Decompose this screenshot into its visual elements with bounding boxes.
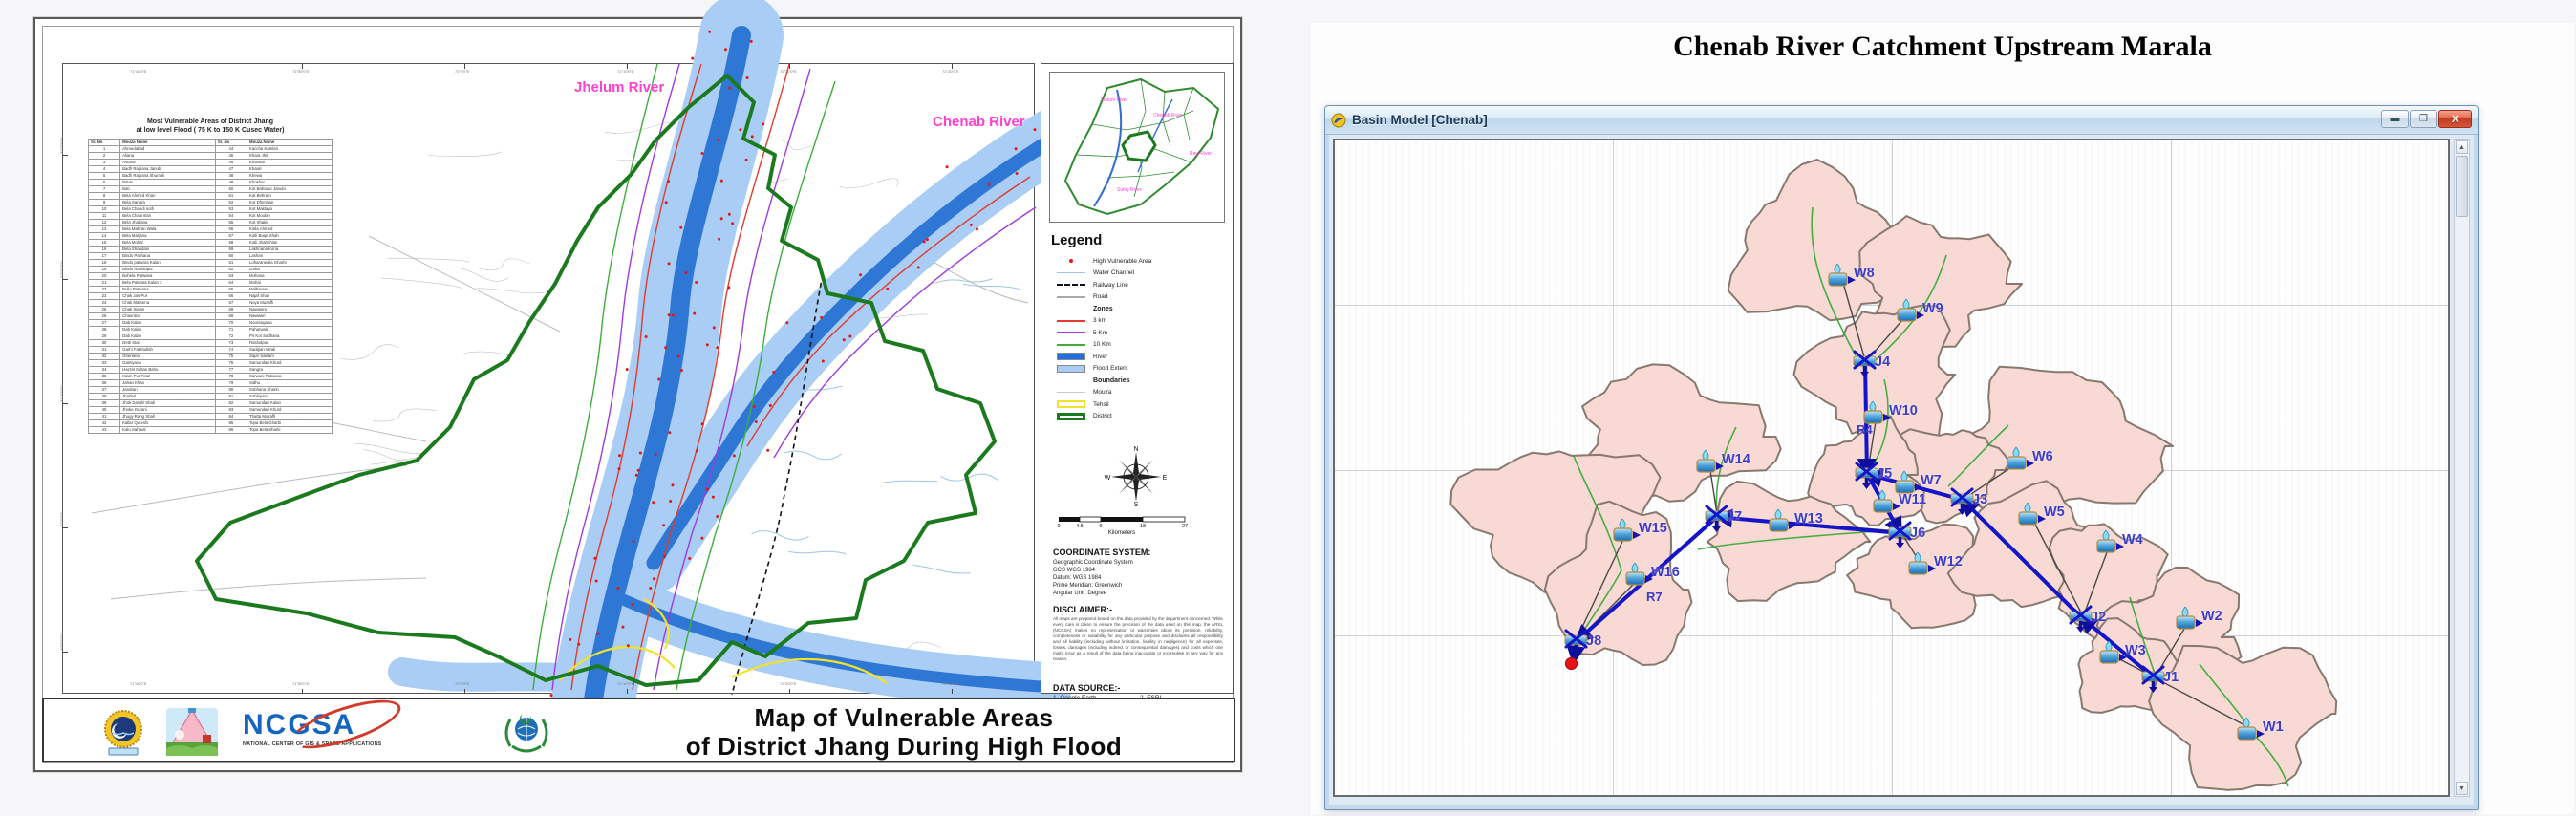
legend-swatch-line-red bbox=[1057, 320, 1085, 322]
table-row: 19 Bindo Rashidpur 62 Lurka bbox=[89, 266, 333, 272]
table-row: 30 Detti Stai 73 Rashidpur bbox=[89, 339, 333, 346]
table-row: 2 Aliana 45 Khara Jhil bbox=[89, 152, 333, 159]
table-row: 23 Chak Jan Pur 66 Najaf Shah bbox=[89, 292, 333, 299]
table-row: 7 Bati 50 Kot Bahadur Janubi bbox=[89, 185, 333, 192]
coordinate-system-block bbox=[1053, 548, 1223, 597]
outlet-marker[interactable] bbox=[1565, 657, 1578, 670]
table-header: Mouza Name bbox=[247, 139, 332, 145]
legend-item bbox=[1055, 387, 1227, 399]
table-row: 12 Bela Jhabana 55 Kot Shakir bbox=[89, 219, 333, 225]
disclaimer-block bbox=[1053, 605, 1223, 662]
svg-text:Ravi River: Ravi River bbox=[1190, 151, 1213, 157]
coordinate-system-line: Datum: WGS 1984 bbox=[1053, 575, 1102, 582]
subbasin-w13[interactable] bbox=[1769, 508, 1823, 537]
table-header: Sr. No bbox=[89, 139, 120, 145]
flood-map-sheet bbox=[33, 17, 1242, 772]
subbasin-w15[interactable] bbox=[1613, 518, 1667, 547]
coordinate-system-line: Geographic Coordinate System bbox=[1053, 560, 1133, 566]
junction-j1[interactable] bbox=[2140, 664, 2179, 693]
subbasin-w2[interactable] bbox=[2176, 606, 2222, 634]
node-label: W9 bbox=[1922, 301, 1943, 316]
legend-label: 10 Km bbox=[1093, 341, 1111, 349]
node-label: W8 bbox=[1854, 266, 1875, 281]
chenab-river-label: Chenab River bbox=[933, 114, 1025, 130]
subbasin-w3[interactable] bbox=[2099, 640, 2146, 669]
svg-text:N: N bbox=[1133, 446, 1139, 453]
table-row: 18 Bindo patwara Kalan 61 Loharanwala Gharbi bbox=[89, 259, 333, 266]
data-source-heading: DATA SOURCE:- bbox=[1053, 683, 1121, 693]
agriculture-department-logo bbox=[164, 706, 220, 758]
reach-label-r7[interactable]: R7 bbox=[1646, 590, 1663, 604]
table-row: 3 Astana 46 Khanuar bbox=[89, 159, 333, 165]
node-label: W10 bbox=[1889, 403, 1918, 419]
table-row: 1 Ahmedabad 44 Kaccha Kamlan bbox=[89, 145, 333, 152]
legend-label: District bbox=[1093, 413, 1112, 420]
legend-title: Legend bbox=[1051, 232, 1103, 248]
legend-swatch-fill-lightblue bbox=[1057, 365, 1085, 373]
close-button[interactable]: X bbox=[2438, 110, 2472, 128]
basin-panel bbox=[1311, 23, 2574, 814]
table-row: 8 Bela Ahmed Khan 51 Kot Behram bbox=[89, 192, 333, 199]
legend-label: River bbox=[1093, 353, 1108, 360]
basin-map-canvas[interactable] bbox=[1333, 139, 2450, 797]
svg-text:4.5: 4.5 bbox=[1076, 524, 1084, 529]
node-label: J7 bbox=[1727, 509, 1743, 525]
main-map-frame: Jhelum River Chenab River 71°40′0″E 71°40′0″E 71°50′0″E 71°50′0″E 72°0′0″E 72°0′0″E 72°10′0″E 72°10′0″E 72°20′0″E 72°20′0″E 72°30′0″E 72°30′0″E 31°30′0″N 31°20′0″N 31°10′0″N 31°0′0″N 30°50′0″N bbox=[62, 63, 1035, 694]
svg-text:18: 18 bbox=[1139, 524, 1147, 529]
node-label: W2 bbox=[2201, 609, 2222, 624]
table-row: 5 Badh Rajbana Shumali 48 Khewa bbox=[89, 172, 333, 179]
legend-item bbox=[1055, 291, 1227, 304]
table-row: 36 Jahan Khan 79 Sidhu bbox=[89, 379, 333, 386]
node-label: W15 bbox=[1639, 521, 1667, 536]
window-title: Basin Model [Chenab] bbox=[1352, 113, 1488, 127]
legend-label: Flood Extent bbox=[1093, 365, 1128, 373]
map-main-title: Map of Vulnerable Areas of District Jhang During High Flood bbox=[685, 703, 1123, 762]
svg-text:E: E bbox=[1162, 475, 1168, 482]
subbasin-w6[interactable] bbox=[2007, 446, 2053, 475]
subbasin-w5[interactable] bbox=[2018, 502, 2065, 530]
legend-label: Zones bbox=[1093, 305, 1113, 312]
window-titlebar[interactable] bbox=[1325, 106, 2478, 135]
legend-swatch-line-green bbox=[1057, 344, 1085, 346]
legend-item bbox=[1055, 339, 1227, 352]
table-row: 29 Dab Kalan 72 Pir Kot Sadhana bbox=[89, 333, 333, 339]
legend-item bbox=[1055, 375, 1227, 387]
table-row: 43 Kalu Sahmal 86 Topa Bela Sharki bbox=[89, 426, 333, 433]
table-row: 10 Bela Chandi noth 53 Kot Maldaya bbox=[89, 205, 333, 212]
subbasin-w12[interactable] bbox=[1908, 551, 1963, 580]
table-row: 16 Bela Shahdani 59 Lakhnana Kona bbox=[89, 246, 333, 252]
table-row: 37 Jandran 80 Sobhana Sharki bbox=[89, 386, 333, 393]
svg-text:Sutlej River: Sutlej River bbox=[1117, 187, 1142, 193]
svg-text:S: S bbox=[1133, 502, 1139, 508]
subbasin-w9[interactable] bbox=[1897, 298, 1943, 327]
node-label: J5 bbox=[1877, 466, 1893, 482]
svg-text:27: 27 bbox=[1181, 524, 1189, 529]
subbasin-w4[interactable] bbox=[2096, 529, 2143, 558]
legend-label: Mouza bbox=[1093, 389, 1112, 397]
node-label: J2 bbox=[2091, 610, 2107, 625]
legend-swatch-line-lightblue bbox=[1057, 272, 1085, 273]
node-label: J8 bbox=[1586, 633, 1602, 649]
table-header: Sr. No bbox=[215, 139, 247, 145]
table-row: 33 Gantiyana 76 Samundari Khurd bbox=[89, 359, 333, 366]
legend-item bbox=[1055, 327, 1227, 339]
table-header: Mouza Name bbox=[120, 139, 216, 145]
junction-j5[interactable] bbox=[1854, 461, 1893, 489]
table-row: 20 Bohela Patwana 63 Mohana bbox=[89, 272, 333, 279]
minimize-button[interactable]: ▬ bbox=[2381, 110, 2409, 128]
table-row: 38 Jhabbil 81 Sobhiyana bbox=[89, 393, 333, 399]
table-row: 31 Garhi Fatahullah 74 Sadqian Mirali bbox=[89, 346, 333, 353]
subbasin-w8[interactable] bbox=[1828, 263, 1875, 291]
vertical-scrollbar[interactable] bbox=[2454, 139, 2470, 797]
table-row: 4 Badh Rajbana Janubi 47 Kharal bbox=[89, 165, 333, 172]
legend-swatch-line-purple bbox=[1057, 332, 1085, 333]
legend-label: 5 Km bbox=[1093, 329, 1108, 336]
subbasin-w1[interactable] bbox=[2237, 717, 2284, 745]
node-label: W14 bbox=[1722, 452, 1750, 467]
node-label: W13 bbox=[1794, 511, 1823, 526]
map-footer-band bbox=[42, 698, 1235, 762]
legend-swatch-line-lightgray bbox=[1057, 392, 1085, 393]
table-row: 14 Bela Marjana 57 Kotli Baqir Shah bbox=[89, 232, 333, 239]
restore-button[interactable]: ❐ bbox=[2410, 110, 2437, 128]
table-row: 35 Islam Pur Firaz 78 Sarwani Patwana bbox=[89, 373, 333, 379]
reach-label-r4[interactable]: R4 bbox=[1857, 422, 1873, 437]
table-row: 41 Jhugy Rang Shah 84 Thatta Muzaffi bbox=[89, 413, 333, 419]
ncgsa-wordmark: NCGSA bbox=[243, 709, 356, 741]
table-row: 32 Gheriana 75 Sajar Salaam bbox=[89, 353, 333, 359]
node-label: W12 bbox=[1934, 554, 1963, 569]
table-row: 11 Bela Chauntran 54 Kot Moulan bbox=[89, 212, 333, 219]
legend-item bbox=[1055, 411, 1227, 423]
table-row: 13 Bela Mahran Wala 56 Kotla Ahmed bbox=[89, 225, 333, 232]
table-row: 26 Chauntra 69 Nawwari bbox=[89, 312, 333, 319]
basin-model-window bbox=[1324, 105, 2479, 810]
legend-item bbox=[1055, 398, 1227, 411]
legend-item bbox=[1055, 303, 1227, 315]
table-row: 24 Chak Mathena 67 Noya Muzaffi bbox=[89, 299, 333, 306]
legend-label: Road bbox=[1093, 293, 1108, 301]
table-row: 15 Bela Mohal 58 Kotli Jhabehlan bbox=[89, 239, 333, 246]
scroll-up-arrow[interactable]: ▲ bbox=[2456, 140, 2468, 154]
jhelum-river-label: Jhelum River bbox=[574, 79, 665, 96]
table-row: 34 Hazrat Sultan Bahu 77 Sangra bbox=[89, 366, 333, 373]
window-controls bbox=[2380, 110, 2472, 128]
node-label: W16 bbox=[1651, 565, 1680, 580]
legend-swatch-fill-blue bbox=[1057, 353, 1085, 360]
legend-label: 3 km bbox=[1093, 317, 1107, 325]
legend-label: Tehsil bbox=[1093, 400, 1109, 408]
svg-text:Jhelum River: Jhelum River bbox=[1100, 97, 1128, 103]
junction-j2[interactable] bbox=[2068, 604, 2107, 633]
legend-item bbox=[1055, 255, 1227, 268]
svg-text:0: 0 bbox=[1057, 524, 1061, 529]
vulnerable-areas-table bbox=[88, 118, 333, 434]
window-client-area bbox=[1329, 135, 2474, 805]
table-row: 42 Kallar Qureshi 85 Topa Bela Gharbi bbox=[89, 419, 333, 426]
junction-j4[interactable] bbox=[1852, 349, 1891, 377]
subbasin-w16[interactable] bbox=[1625, 562, 1680, 591]
table-row: 40 Jhoke Gurani 83 Samundari Khurd bbox=[89, 406, 333, 413]
legend-item bbox=[1055, 351, 1227, 363]
ncgsa-subtitle: NATIONAL CENTER OF GIS & SPACE APPLICATIONS bbox=[243, 741, 382, 747]
legend-item bbox=[1055, 363, 1227, 376]
table-row: 25 Chak Sialan 68 Nawawra bbox=[89, 306, 333, 312]
disclaimer-heading: DISCLAIMER:- bbox=[1053, 605, 1112, 614]
mouza-table bbox=[88, 139, 333, 434]
table-row: 27 Dab Kalan 70 Noorangaba bbox=[89, 319, 333, 326]
scroll-down-arrow[interactable]: ▼ bbox=[2456, 782, 2468, 795]
node-label: W5 bbox=[2044, 505, 2065, 520]
junction-j7[interactable] bbox=[1704, 504, 1743, 532]
node-label: J4 bbox=[1875, 354, 1891, 370]
svg-text:9: 9 bbox=[1099, 524, 1103, 529]
node-label: J6 bbox=[1910, 526, 1926, 541]
node-label: W7 bbox=[1921, 473, 1942, 488]
hec-pakistan-logo bbox=[501, 706, 552, 758]
node-label: J1 bbox=[2163, 670, 2179, 685]
legend-label: High Vulnerable Area bbox=[1093, 257, 1152, 265]
legend-swatch-line-dashed-black bbox=[1057, 284, 1085, 286]
subbasin-w14[interactable] bbox=[1696, 449, 1750, 478]
legend-label: Railway Line bbox=[1093, 281, 1128, 289]
svg-text:Kilometers: Kilometers bbox=[1107, 530, 1136, 536]
svg-text:W: W bbox=[1104, 475, 1111, 482]
table-title: Most Vulnerable Areas of District Jhang at low level Flood ( 75 K to 150 K Cusec Water) bbox=[136, 118, 285, 134]
scrollbar-thumb[interactable] bbox=[2456, 156, 2468, 217]
table-row: 22 Bullo Patwana 65 Malhiwana bbox=[89, 286, 333, 292]
legend-swatch-line-gray bbox=[1057, 296, 1085, 298]
junction-j8[interactable] bbox=[1563, 628, 1602, 656]
legend-swatch-box-yellow bbox=[1057, 400, 1085, 408]
legend-item bbox=[1055, 279, 1227, 291]
punjab-inset-map bbox=[1049, 72, 1225, 223]
node-label: W4 bbox=[2122, 532, 2143, 548]
legend-items bbox=[1055, 255, 1227, 422]
legend-swatch-red-dot bbox=[1069, 259, 1073, 263]
table-row: 9 Bela Sangra 52 Kot Dherman bbox=[89, 199, 333, 205]
coordinate-system-line: Angular Unit: Degree bbox=[1053, 591, 1107, 597]
legend-item bbox=[1055, 315, 1227, 328]
table-row: 17 Bindo Palihana 60 Lashari bbox=[89, 252, 333, 259]
junction-j3[interactable] bbox=[1949, 486, 1988, 515]
node-label: W3 bbox=[2125, 643, 2146, 658]
node-label: W11 bbox=[1899, 492, 1927, 507]
legend-label: Water Channel bbox=[1093, 269, 1135, 277]
node-label: W6 bbox=[2032, 449, 2053, 464]
app-icon bbox=[1331, 113, 1346, 128]
legend-item bbox=[1055, 268, 1227, 280]
svg-text:Chenab River: Chenab River bbox=[1153, 113, 1183, 118]
punjab-government-logo bbox=[97, 706, 149, 758]
ncgsa-logo bbox=[243, 711, 491, 747]
coordinate-system-heading: COORDINATE SYSTEM: bbox=[1053, 548, 1151, 557]
subbasin-w11[interactable] bbox=[1873, 489, 1927, 518]
node-label: W1 bbox=[2263, 719, 2284, 735]
junction-j6[interactable] bbox=[1887, 520, 1926, 548]
table-row: 21 Bela Patwara Kalan 2 64 Mohal bbox=[89, 279, 333, 286]
table-row: 6 Batan 49 Khokhar bbox=[89, 179, 333, 185]
node-label: J3 bbox=[1972, 492, 1988, 507]
compass-rose bbox=[1105, 444, 1168, 507]
legend-swatch-box-green bbox=[1057, 413, 1085, 420]
legend-label: Boundaries bbox=[1093, 376, 1130, 384]
disclaimer-text: All maps are prepared based on the data provided by the department concerned. While every care is taken to ensure the precision of the data used on this map, the ARSL (NCGSA) makes no representation or warranties about its precision, reliability, completeness or suitability for any particular purpose and disclaims all responsibility and all liability (including without limitation, liability in negligence) for all expenses, losses, damages (including indirect or consequential damages) and costs which one might incur as a result of the data being inaccurate or incomplete in any way for any reason. bbox=[1053, 616, 1223, 661]
table-row: 28 Dab Kalan 71 Paharwala bbox=[89, 326, 333, 333]
coordinate-system-line: GCS WGS 1984 bbox=[1053, 568, 1096, 574]
table-row: 39 Jhok Darghi Shah 82 Samundari Kalan bbox=[89, 399, 333, 406]
panel-title: Chenab River Catchment Upstream Marala bbox=[1673, 31, 2212, 62]
map-sidebar bbox=[1041, 63, 1234, 694]
coordinate-system-line: Prime Meridian: Greenwich bbox=[1053, 583, 1123, 590]
scale-bar bbox=[1055, 511, 1208, 541]
